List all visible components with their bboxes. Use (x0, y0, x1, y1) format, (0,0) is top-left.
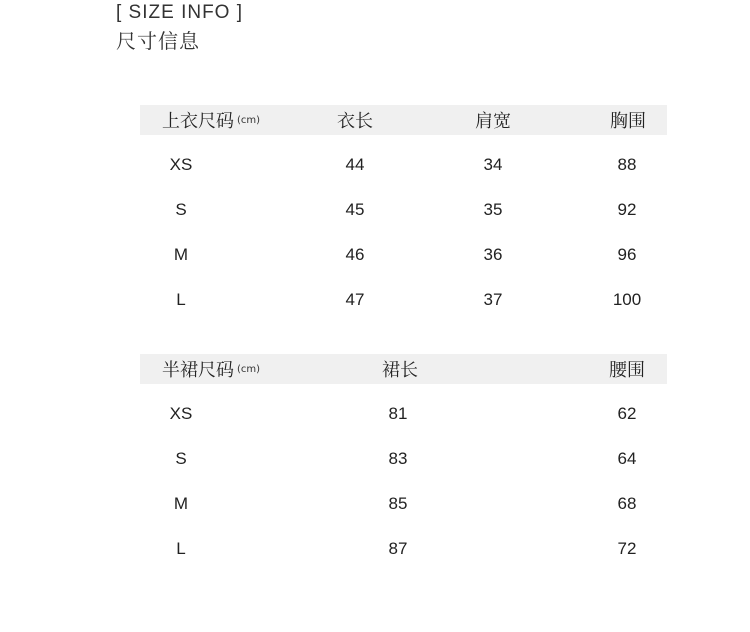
table-row (140, 526, 667, 571)
table-row (140, 232, 667, 277)
skirt-size-table (140, 354, 667, 571)
size-label: S (175, 199, 187, 219)
skirt-unit: (cm) (237, 364, 261, 375)
tops-col-shoulder: 肩宽 (475, 111, 511, 132)
table-row (140, 187, 667, 232)
tops-title-cell (162, 105, 260, 135)
table-row (140, 391, 667, 436)
table-row (140, 436, 667, 481)
size-label: M (173, 244, 189, 264)
table-cell: 83 (388, 448, 408, 468)
table-cell: 44 (345, 154, 365, 174)
table-cell: 47 (345, 289, 365, 309)
table-cell: 37 (483, 289, 503, 309)
table-cell: 87 (388, 538, 408, 558)
tops-table-header (140, 105, 667, 135)
tops-unit: (cm) (237, 115, 261, 126)
table-cell: 72 (617, 538, 637, 558)
section-heading-cn: 尺寸信息 (116, 29, 200, 53)
size-label: XS (169, 403, 193, 423)
table-row (140, 142, 667, 187)
table-cell: 36 (483, 244, 503, 264)
table-cell: 64 (617, 448, 637, 468)
size-label: XS (169, 154, 193, 174)
table-cell: 88 (617, 154, 637, 174)
table-cell: 100 (612, 289, 642, 309)
tops-size-table (140, 105, 667, 322)
size-label: M (173, 493, 189, 513)
table-cell: 81 (388, 403, 408, 423)
tops-col-length: 衣长 (337, 111, 373, 132)
table-cell: 62 (617, 403, 637, 423)
table-cell: 96 (617, 244, 637, 264)
section-heading-en: [ SIZE INFO ] (116, 2, 244, 23)
table-row (140, 277, 667, 322)
table-cell: 34 (483, 154, 503, 174)
tops-title: 上衣尺码 (162, 111, 234, 132)
table-cell: 85 (388, 493, 408, 513)
table-cell: 92 (617, 199, 637, 219)
skirt-title: 半裙尺码 (162, 360, 234, 381)
table-row (140, 481, 667, 526)
size-label: L (176, 289, 186, 309)
table-cell: 45 (345, 199, 365, 219)
skirt-title-cell (162, 354, 260, 384)
table-cell: 35 (483, 199, 503, 219)
skirt-col-waist: 腰围 (609, 360, 645, 381)
skirt-col-length: 裙长 (382, 360, 418, 381)
size-label: S (175, 448, 187, 468)
table-cell: 68 (617, 493, 637, 513)
tops-col-bust: 胸围 (610, 111, 646, 132)
skirt-table-header (140, 354, 667, 384)
table-cell: 46 (345, 244, 365, 264)
size-label: L (176, 538, 186, 558)
